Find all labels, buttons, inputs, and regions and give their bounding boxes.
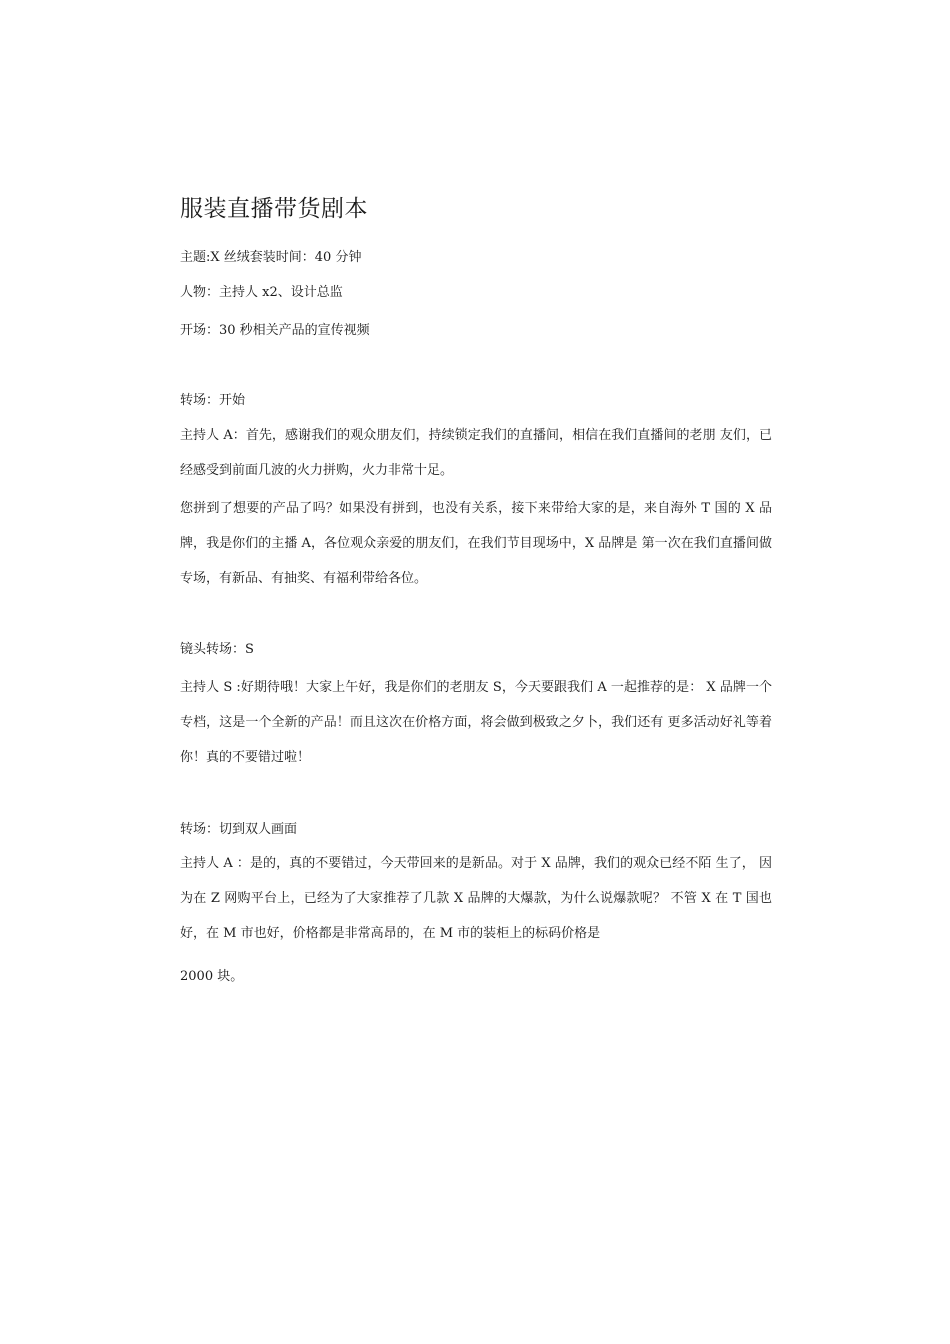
meta-opening: 开场：30 秒相关产品的宣传视频: [180, 323, 370, 338]
meta-people: 人物：主持人 x2、设计总监: [180, 285, 343, 300]
section1-para1: 主持人 A：首先，感谢我们的观众朋友们，持续锁定我们的直播间，相信在我们直播间的老朋 友们，已经感受到前面几波的火力拼购，火力非常十足。: [180, 428, 772, 478]
section2-para1: 主持人 S :好期待哦！大家上午好，我是你们的老朋友 S，今天要跟我们 A 一起推荐的是： X 品牌一个专档，这是一个全新的产品！而且这次在价格方面，将会做到极致之夕卜，我们还有 更多活动好礼等着你！真的不要错过啦！: [180, 680, 772, 765]
meta-theme: 主题:X 丝绒套装时间：40 分钟: [180, 250, 362, 265]
section3-last-line: 2000 块。: [180, 969, 244, 984]
document-title: 服装直播带货剧本: [180, 196, 368, 222]
section1-para2: 您拼到了想要的产品了吗？如果没有拼到，也没有关系，接下来带给大家的是，来自海外 T 国的 X 品牌，我是你们的主播 A，各位观众亲爱的朋友们，在我们节目现场中，X 品牌是 第一次在我们直播间做专场，有新品、有抽奖、有福利带给各位。: [180, 501, 772, 586]
section3-para1: 主持人 A ：是的，真的不要错过，今天带回来的是新品。对于 X 品牌，我们的观众已经不陌 生了， 因为在 Z 网购平台上，已经为了大家推荐了几款 X 品牌的大爆款，为什么说爆款呢？ 不管 X 在 T 国也好，在 M 市也好，价格都是非常高昂的，在 M 市的装柜上的标码价格是: [180, 856, 772, 941]
section3-label: 转场：切到双人画面: [180, 822, 298, 837]
section2-label: 镜头转场：S: [180, 642, 254, 657]
section1-label: 转场：开始: [180, 393, 246, 408]
